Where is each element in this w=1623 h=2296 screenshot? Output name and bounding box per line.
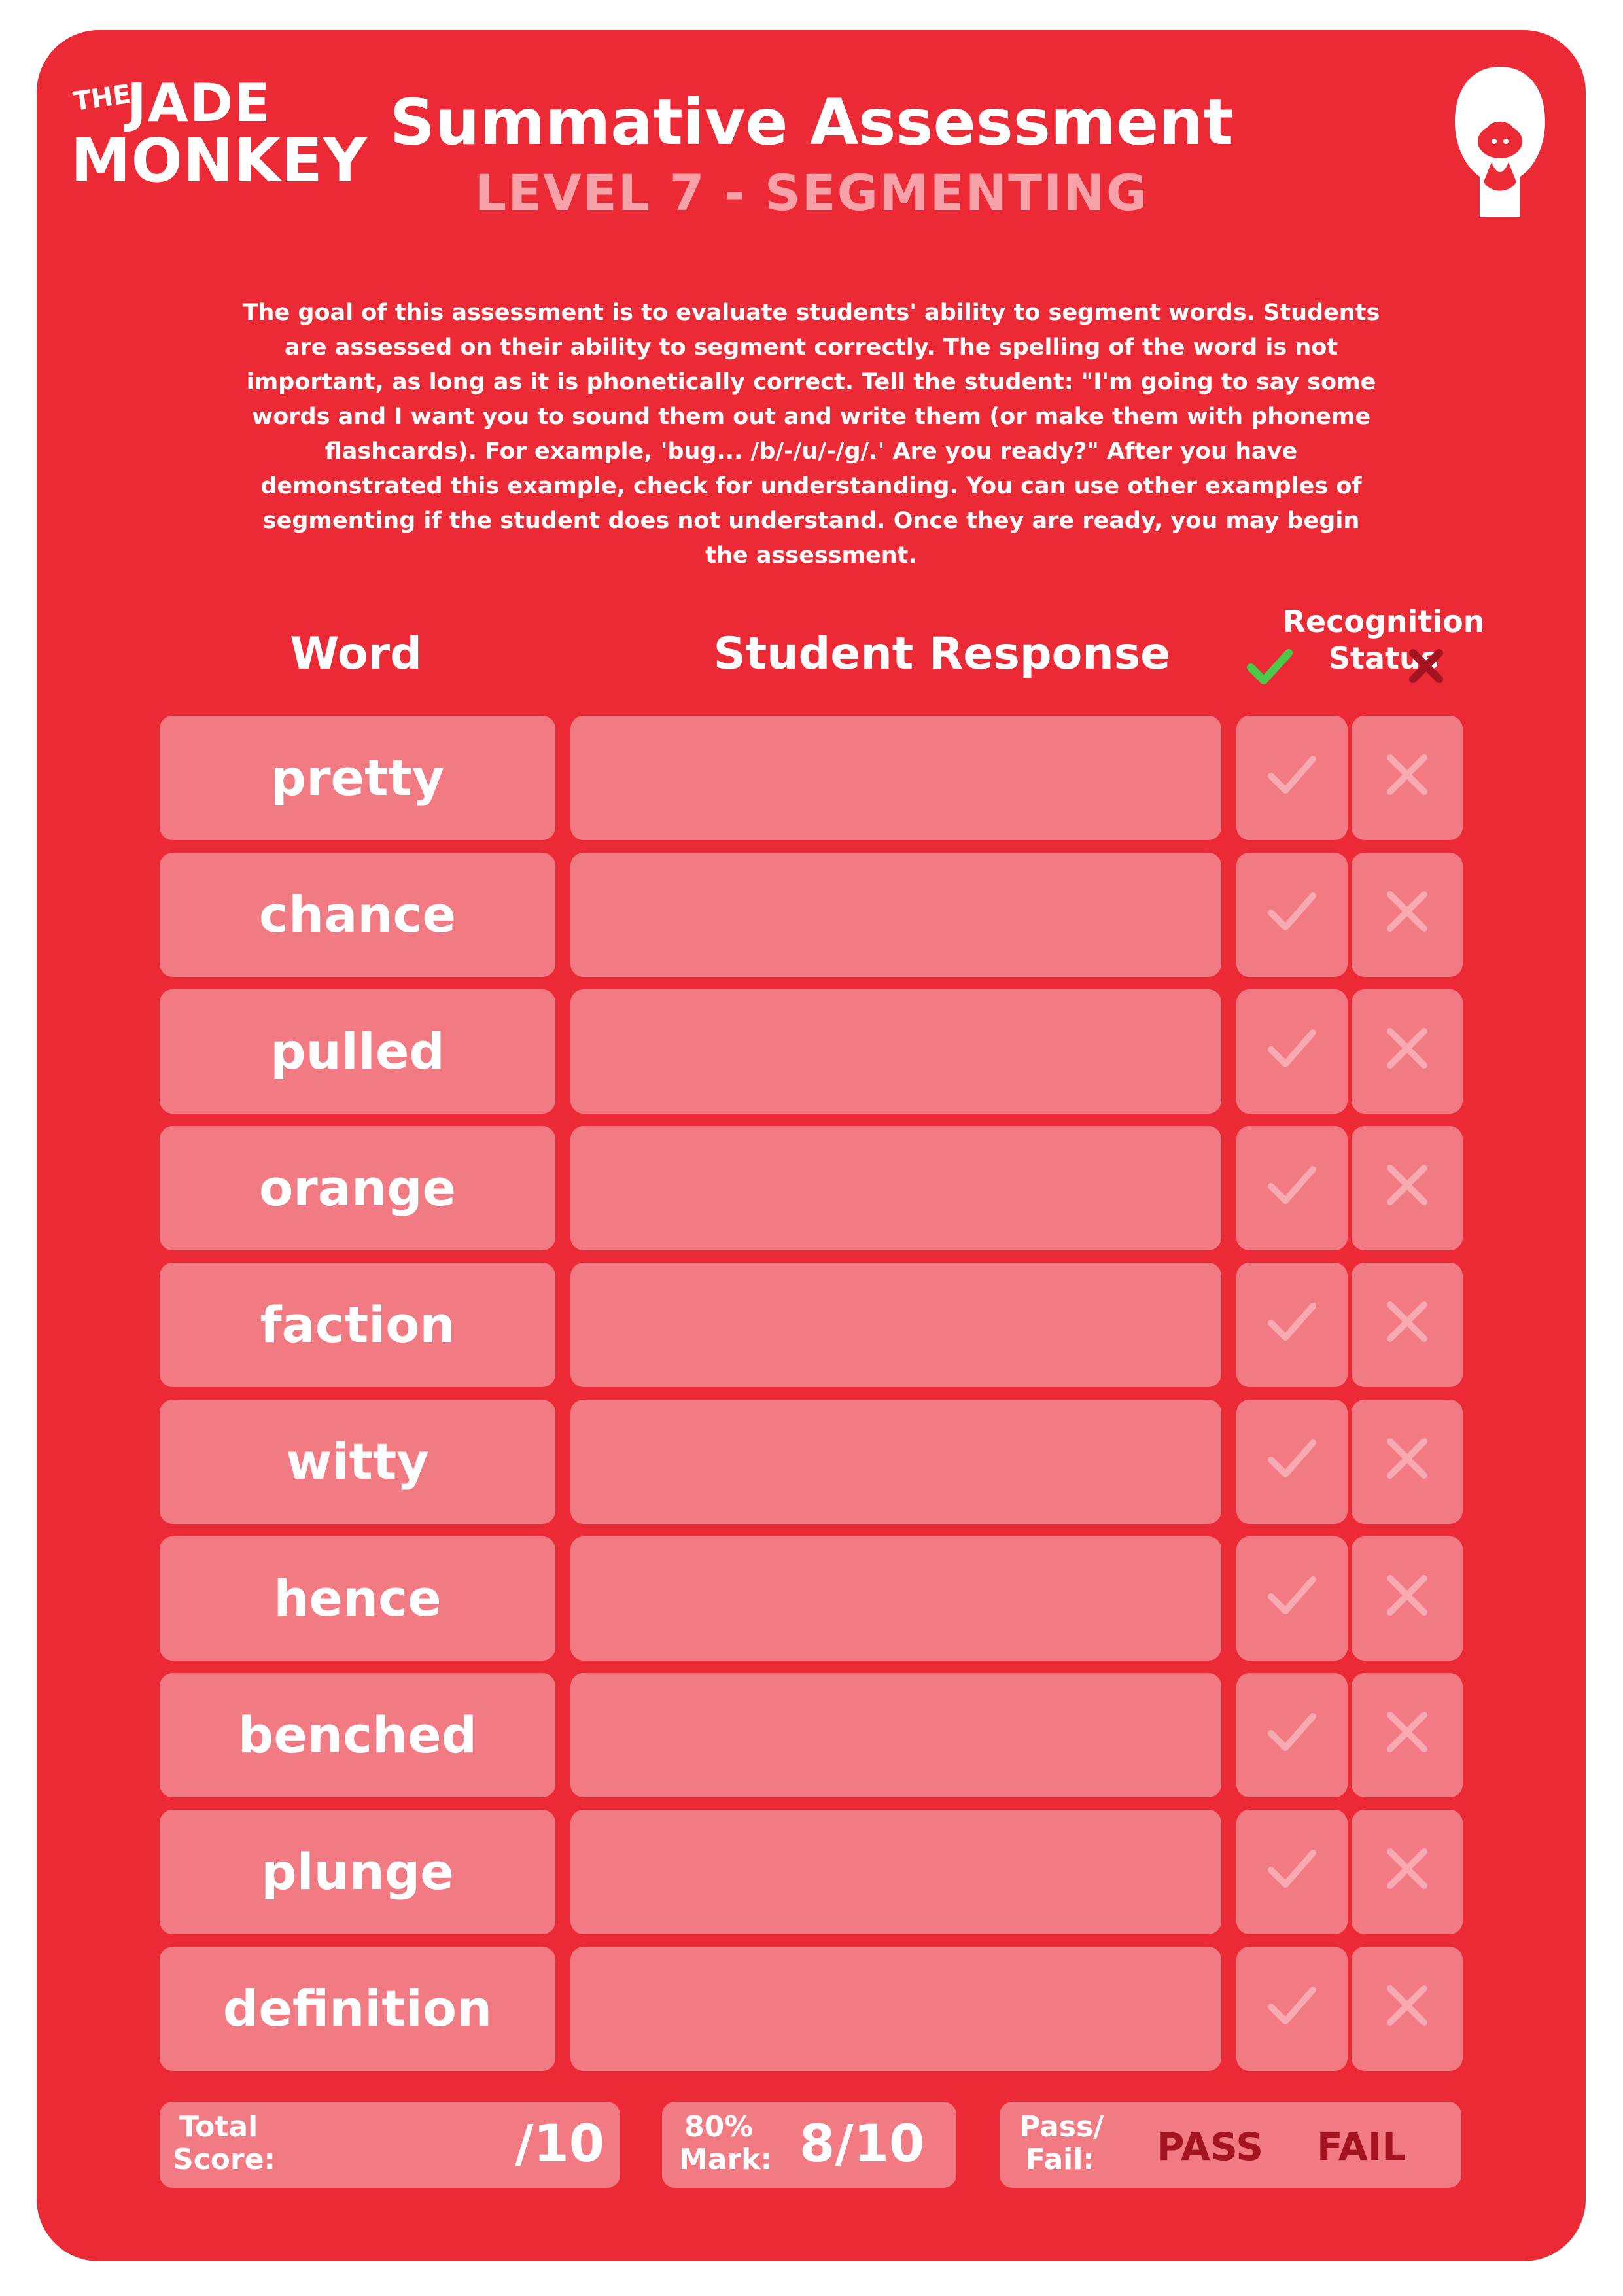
check-icon xyxy=(1266,1843,1318,1895)
student-response-field[interactable] xyxy=(570,1947,1221,2071)
instructions-text: The goal of this assessment is to evaluate students' ability to segment words. Students are assessed on their ability to segment correctly. The spelling of the word is not important, as long as it is phonetically correct. Tell the student: "I'm going to say some words and I want you to sound them out and write them (or make them with phoneme flashcards). For example, 'bug... /b/-/u/-/g/.' Are you ready?" After you have demonstrated this example, check for understanding. You can use other examples of segmenting if the student does not understand. Once they are ready, you may begin the assessment. xyxy=(242,300,1380,569)
table-row xyxy=(0,1810,1623,1934)
word-cell xyxy=(160,1263,555,1387)
student-response-field[interactable] xyxy=(570,1673,1221,1797)
table-row xyxy=(0,1400,1623,1524)
cross-icon xyxy=(1381,1843,1433,1895)
check-icon xyxy=(1266,1022,1318,1074)
correct-mark-box[interactable] xyxy=(1236,1673,1348,1797)
check-icon xyxy=(1266,1432,1318,1485)
correct-mark-box[interactable] xyxy=(1236,1810,1348,1934)
incorrect-mark-box[interactable] xyxy=(1352,1263,1463,1387)
word-cell xyxy=(160,1536,555,1661)
incorrect-mark-box[interactable] xyxy=(1352,1400,1463,1524)
check-icon xyxy=(1266,1706,1318,1758)
mark-label-2: Mark: xyxy=(679,2143,773,2176)
incorrect-mark-box[interactable] xyxy=(1352,1673,1463,1797)
table-row xyxy=(0,1673,1623,1797)
table-row xyxy=(0,1536,1623,1661)
incorrect-mark-box[interactable] xyxy=(1352,989,1463,1114)
cross-icon xyxy=(1381,1979,1433,2032)
word-cell xyxy=(160,853,555,977)
student-response-field[interactable] xyxy=(570,1263,1221,1387)
student-response-field[interactable] xyxy=(570,716,1221,840)
check-icon xyxy=(1266,1296,1318,1348)
logo-jade: JADE xyxy=(127,73,271,133)
total-score-box xyxy=(160,2102,620,2188)
table-row xyxy=(0,1126,1623,1250)
pass-fail-label-1: Pass/ xyxy=(1019,2110,1104,2144)
word-cell xyxy=(160,1810,555,1934)
cross-icon xyxy=(1381,1706,1433,1758)
correct-mark-box[interactable] xyxy=(1236,1263,1348,1387)
table-row xyxy=(0,716,1623,840)
mark-label-1: 80% xyxy=(684,2110,754,2144)
table-row xyxy=(0,1947,1623,2071)
table-row xyxy=(0,989,1623,1114)
word-text: plunge xyxy=(261,1843,454,1901)
pass-option[interactable]: PASS xyxy=(1157,2125,1264,2169)
logo-monkey: MONKEY xyxy=(71,126,368,196)
word-column-header: Word xyxy=(290,628,422,680)
word-text: pretty xyxy=(270,749,445,807)
incorrect-mark-box[interactable] xyxy=(1352,1947,1463,2071)
word-text: benched xyxy=(237,1706,478,1764)
student-response-field[interactable] xyxy=(570,1400,1221,1524)
correct-mark-box[interactable] xyxy=(1236,1947,1348,2071)
check-icon xyxy=(1266,885,1318,938)
correct-mark-box[interactable] xyxy=(1236,853,1348,977)
cross-icon xyxy=(1381,1569,1433,1621)
check-icon xyxy=(1266,749,1318,801)
word-cell xyxy=(160,1947,555,2071)
cross-icon xyxy=(1381,1159,1433,1211)
word-cell xyxy=(160,1673,555,1797)
word-cell xyxy=(160,1126,555,1250)
response-column-header: Student Response xyxy=(713,628,1171,680)
word-text: chance xyxy=(258,885,457,944)
cross-icon xyxy=(1381,1296,1433,1348)
status-header-line1: Recognition xyxy=(1282,604,1485,639)
page-subtitle: LEVEL 7 - SEGMENTING xyxy=(474,164,1149,222)
word-text: definition xyxy=(222,1979,493,2038)
cross-icon xyxy=(1381,885,1433,938)
page-title: Summative Assessment xyxy=(389,86,1234,159)
word-text: orange xyxy=(258,1159,457,1217)
pass-fail-label-2: Fail: xyxy=(1026,2143,1094,2176)
total-label-1: Total xyxy=(179,2110,258,2144)
student-response-field[interactable] xyxy=(570,853,1221,977)
incorrect-mark-box[interactable] xyxy=(1352,1536,1463,1661)
word-text: witty xyxy=(286,1432,429,1491)
check-icon xyxy=(1247,646,1293,686)
cross-icon xyxy=(1381,1432,1433,1485)
incorrect-mark-box[interactable] xyxy=(1352,1810,1463,1934)
total-label-2: Score: xyxy=(173,2143,276,2176)
mark-value: 8/10 xyxy=(799,2115,925,2174)
logo-the: THE xyxy=(71,79,133,117)
student-response-field[interactable] xyxy=(570,1810,1221,1934)
mark-box xyxy=(662,2102,956,2188)
correct-mark-box[interactable] xyxy=(1236,1400,1348,1524)
incorrect-mark-box[interactable] xyxy=(1352,716,1463,840)
correct-mark-box[interactable] xyxy=(1236,989,1348,1114)
student-response-field[interactable] xyxy=(570,1536,1221,1661)
word-text: faction xyxy=(260,1296,455,1354)
table-row xyxy=(0,1263,1623,1387)
incorrect-mark-box[interactable] xyxy=(1352,853,1463,977)
correct-mark-box[interactable] xyxy=(1236,716,1348,840)
check-icon xyxy=(1266,1569,1318,1621)
incorrect-mark-box[interactable] xyxy=(1352,1126,1463,1250)
word-text: pulled xyxy=(270,1022,445,1080)
table-row xyxy=(0,853,1623,977)
total-score-value[interactable]: /10 xyxy=(514,2115,604,2174)
student-response-field[interactable] xyxy=(570,1126,1221,1250)
cross-icon xyxy=(1406,646,1446,686)
word-text: hence xyxy=(273,1569,442,1627)
cross-icon xyxy=(1381,749,1433,801)
check-icon xyxy=(1266,1159,1318,1211)
student-response-field[interactable] xyxy=(570,989,1221,1114)
cross-icon xyxy=(1381,1022,1433,1074)
word-cell xyxy=(160,1400,555,1524)
correct-mark-box[interactable] xyxy=(1236,1536,1348,1661)
pass-fail-box xyxy=(1000,2102,1461,2188)
status-header-line2: Status xyxy=(1328,641,1439,676)
check-icon xyxy=(1266,1979,1318,2032)
word-cell xyxy=(160,716,555,840)
correct-mark-box[interactable] xyxy=(1236,1126,1348,1250)
word-cell xyxy=(160,989,555,1114)
fail-option[interactable]: FAIL xyxy=(1317,2125,1406,2169)
